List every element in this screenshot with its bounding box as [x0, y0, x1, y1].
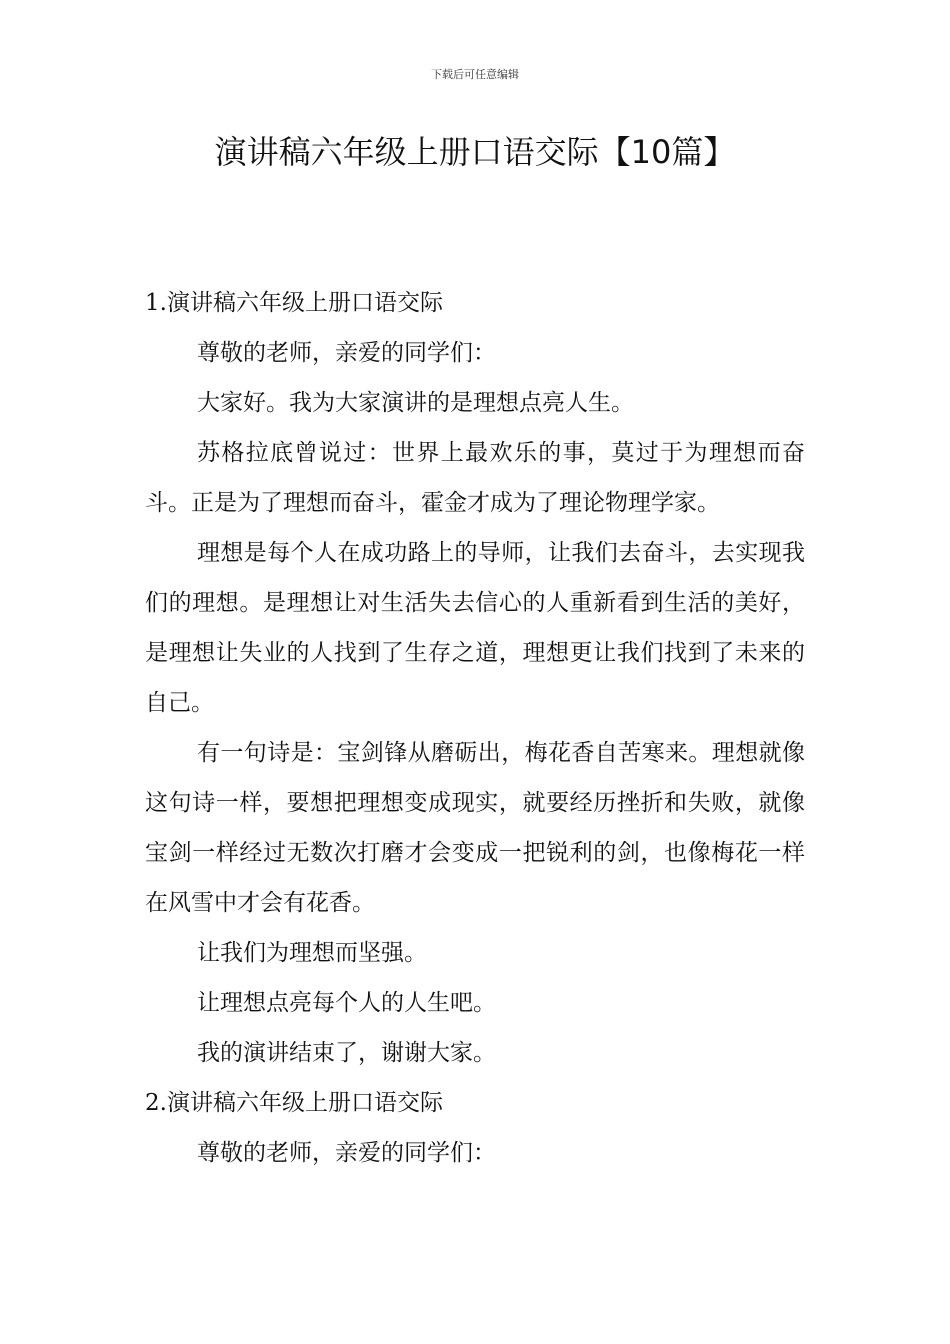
paragraph: 让我们为理想而坚强。 [197, 940, 427, 966]
paragraph: 苏格拉底曾说过：世界上最欢乐的事，莫过于为理想而奋斗。正是为了理想而奋斗，霍金才成为了理论物理学家。 [145, 440, 805, 516]
salutation: 尊敬的老师，亲爱的同学们： [197, 1140, 496, 1166]
document-body [145, 278, 805, 1178]
paragraph: 大家好。我为大家演讲的是理想点亮人生。 [197, 390, 634, 416]
section-heading-1: 1.演讲稿六年级上册口语交际 [145, 290, 443, 316]
closing: 我的演讲结束了，谢谢大家。 [197, 1040, 496, 1066]
header-note: 下载后可任意编辑 [431, 68, 519, 81]
salutation: 尊敬的老师，亲爱的同学们： [197, 340, 496, 366]
paragraph: 让理想点亮每个人的人生吧。 [197, 990, 496, 1016]
paragraph: 理想是每个人在成功路上的导师，让我们去奋斗，去实现我们的理想。是理想让对生活失去信心的人重新看到生活的美好，是理想让失业的人找到了生存之道，理想更让我们找到了未来的自己。 [145, 540, 805, 716]
section-heading-2: 2.演讲稿六年级上册口语交际 [145, 1090, 443, 1116]
paragraph: 有一句诗是：宝剑锋从磨砺出，梅花香自苦寒来。理想就像这句诗一样，要想把理想变成现实，就要经历挫折和失败，就像宝剑一样经过无数次打磨才会变成一把锐利的剑，也像梅花一样在风雪中才会有花香。 [145, 740, 805, 916]
document-title: 演讲稿六年级上册口语交际【10篇】 [214, 133, 736, 171]
